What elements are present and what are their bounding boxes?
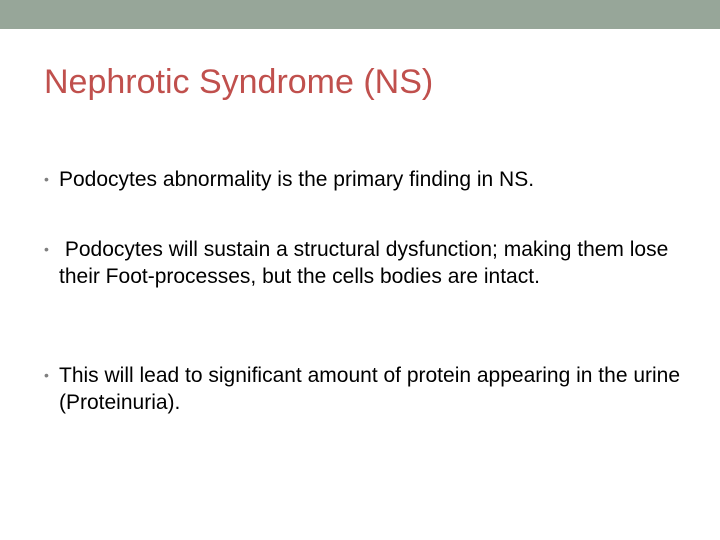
slide-title: Nephrotic Syndrome (NS) [44,63,434,101]
bullet-item [44,362,684,416]
bullet-text: Podocytes abnormality is the primary finding in NS. [59,168,535,191]
bullet-dot-icon: • [44,171,49,187]
bullet-item [44,236,684,290]
bullet-text: This will lead to significant amount of protein appearing in the urine (Proteinuria). [59,364,681,414]
top-accent-bar [0,0,720,29]
bullet-text: Podocytes will sustain a structural dysfunction; making them lose their Foot-processes, but the cells bodies are intact. [59,238,675,288]
bullet-item [44,166,684,193]
bullet-dot-icon: • [44,241,49,257]
bullet-dot-icon: • [44,367,49,383]
